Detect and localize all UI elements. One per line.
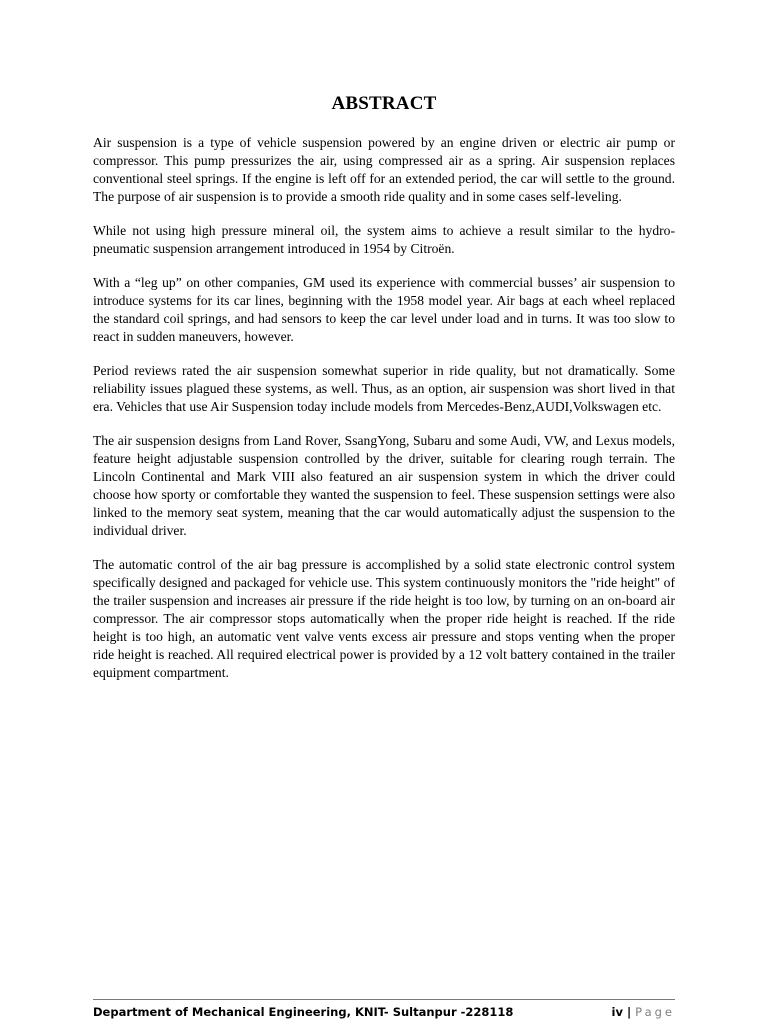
document-body bbox=[93, 134, 675, 698]
paragraph-4: Period reviews rated the air suspension somewhat superior in ride quality, but not dramatically. Some reliability issues plagued these systems, as well. Thus, as an option, air suspension was short lived in that era. Vehicles that use Air Suspension today include models from Mercedes-Benz,AUDI,Volkswagen etc. bbox=[93, 363, 675, 414]
paragraph-2: While not using high pressure mineral oil, the system aims to achieve a result similar to the hydro-pneumatic suspension arrangement introduced in 1954 by Citroën. bbox=[93, 223, 675, 256]
page-number: iv bbox=[611, 1005, 623, 1019]
footer-department: Department of Mechanical Engineering, KNIT- Sultanpur -228118 bbox=[93, 1005, 514, 1019]
paragraph-1: Air suspension is a type of vehicle suspension powered by an engine driven or electric air pump or compressor. This pump pressurizes the air, using compressed air as a spring. Air suspension replaces conventional steel springs. If the engine is left off for an extended period, the car will settle to the ground. The purpose of air suspension is to provide a smooth ride quality and in some cases self-leveling. bbox=[93, 135, 675, 204]
page-title: ABSTRACT bbox=[331, 93, 437, 114]
page-label: Page bbox=[635, 1005, 675, 1019]
paragraph-5: The air suspension designs from Land Rover, SsangYong, Subaru and some Audi, VW, and Lexus models, feature height adjustable suspension controlled by the driver, suitable for clearing rough terrain. The Lincoln Continental and Mark VIII also featured an air suspension system in which the driver could choose how sporty or comfortable they wanted the suspension to feel. These suspension settings were also linked to the memory seat system, meaning that the car would automatically adjust the suspension to the individual driver. bbox=[93, 433, 675, 538]
paragraph-6: The automatic control of the air bag pressure is accomplished by a solid state electronic control system specifically designed and packaged for vehicle use. This system continuously monitors the "ride height" of the trailer suspension and increases air pressure if the ride height is too low, by turning on an on-board air compressor. The air compressor stops automatically when the proper ride height is reached. If the ride height is too high, an automatic vent valve vents excess air pressure and stops venting when the proper ride height is reached. All required electrical power is provided by a 12 volt battery contained in the trailer equipment compartment. bbox=[93, 557, 675, 680]
footer-separator: | bbox=[626, 1005, 632, 1019]
paragraph-3: With a “leg up” on other companies, GM used its experience with commercial busses’ air suspension to introduce systems for its car lines, beginning with the 1958 model year. Air bags at each wheel replaced the standard coil springs, and had sensors to keep the car level under load and in turns. It was too slow to react in sudden maneuvers, however. bbox=[93, 275, 675, 344]
page-footer bbox=[93, 999, 675, 1024]
footer-page-indicator bbox=[612, 1005, 676, 1019]
